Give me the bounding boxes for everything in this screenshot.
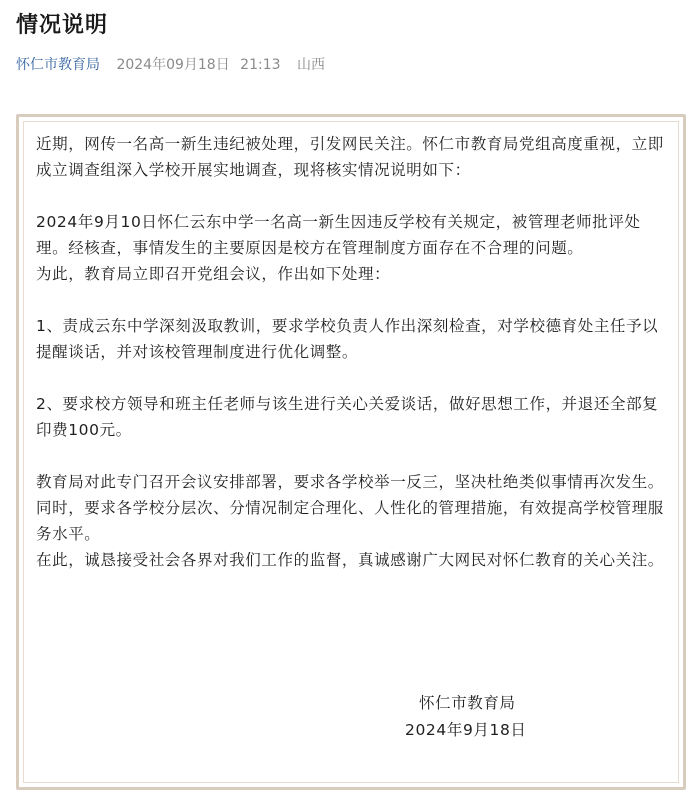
notice-paragraph-closing: 在此，诚恳接受社会各界对我们工作的监督，真诚感谢广大网民对怀仁教育的关心关注。 <box>36 551 664 569</box>
notice-body <box>36 131 670 573</box>
notice-image-frame <box>16 114 686 790</box>
notice-paragraph-intro: 近期，网传一名高一新生违纪被处理，引发网民关注。怀仁市教育局党组高度重视，立即成立调查组深入学校开展实地调查，现将核实情况说明如下： <box>36 135 664 179</box>
paragraph-gap <box>36 183 670 209</box>
publish-time: 21:13 <box>240 57 281 73</box>
notice-paragraph-measures: 教育局对此专门召开会议安排部署，要求各学校举一反三，坚决杜绝类似事情再次发生。同时，要求各学校分层次、分情况制定合理化、人性化的管理措施，有效提高学校管理服务水平。 <box>36 473 664 543</box>
source-link[interactable]: 怀仁市教育局 <box>16 57 100 73</box>
notice-signature-date: 2024年9月18日 <box>405 721 527 739</box>
page-title: 情况说明 <box>16 13 109 38</box>
notice-signature: 怀仁市教育局 <box>419 694 516 712</box>
paragraph-gap <box>36 287 670 313</box>
publish-location: 山西 <box>296 57 325 73</box>
paragraph-gap <box>36 365 670 391</box>
notice-paragraph-decision: 为此，教育局立即召开党组会议，作出如下处理： <box>36 265 391 283</box>
notice-paragraph-incident: 2024年9月10日怀仁云东中学一名高一新生因违反学校有关规定，被管理老师批评处理。经核查，事情发生的主要原因是校方在管理制度方面存在不合理的问题。 <box>36 213 641 257</box>
paragraph-gap <box>36 443 670 469</box>
article-meta <box>16 54 325 74</box>
publish-date: 2024年09月18日 <box>116 57 230 73</box>
notice-paragraph-item-2: 2、要求校方领导和班主任老师与该生进行关心关爱谈话，做好思想工作，并退还全部复印费100元。 <box>36 395 659 439</box>
notice-paragraph-item-1: 1、责成云东中学深刻汲取教训，要求学校负责人作出深刻检查，对学校德育处主任予以提醒谈话，并对该校管理制度进行优化调整。 <box>36 317 659 361</box>
